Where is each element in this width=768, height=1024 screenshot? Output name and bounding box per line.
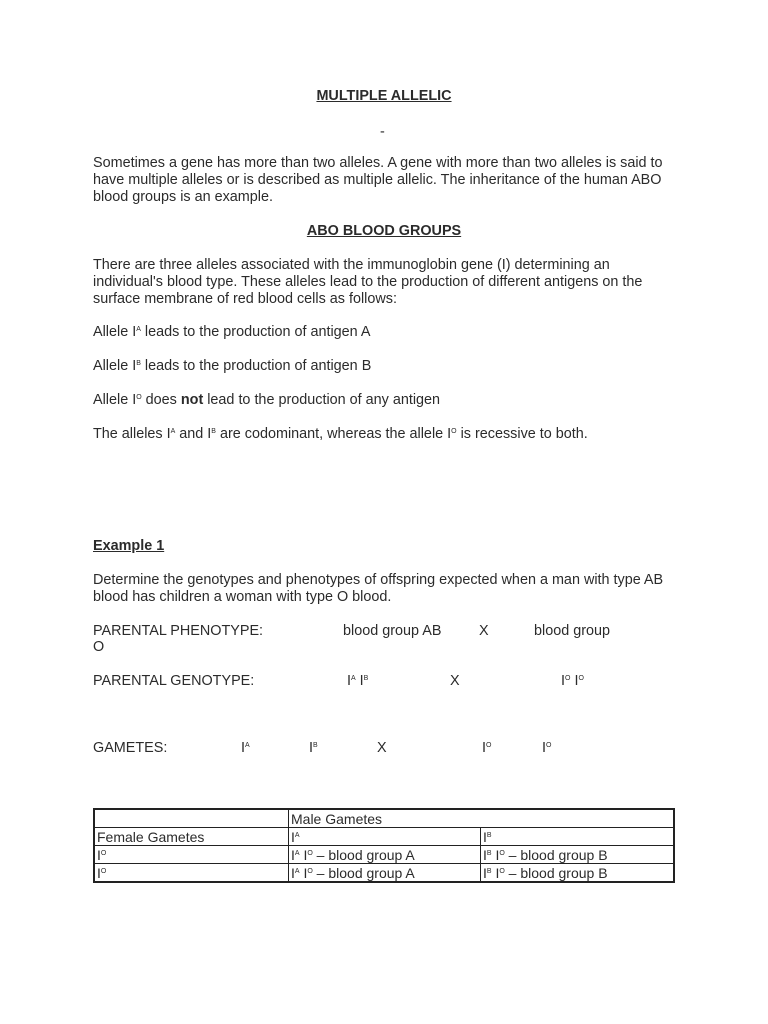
table-row — [94, 828, 674, 846]
table-cell-empty — [94, 809, 289, 828]
female-gamete-o: $I^O$ — [94, 864, 289, 883]
gamete-o-2: $I^O$ — [542, 740, 552, 756]
phenotype-right: blood group — [534, 623, 611, 639]
male-gamete-b: $I^B$ — [481, 828, 675, 846]
genotype-label: PARENTAL GENOTYPE: — [93, 673, 255, 689]
female-gamete-o: $I^O$ — [94, 846, 289, 864]
gametes-cross: X — [377, 740, 387, 756]
abo-paragraph: There are three alleles associated with the immunoglobin gene (I) determining an individual's blood type. These alleles lead to the production of different antigens on the surface membrane of red blood cells as follows: — [93, 257, 643, 307]
gamete-b: $I^B$ — [309, 740, 318, 756]
table-row — [94, 846, 674, 864]
table-row — [94, 809, 674, 828]
genotype-left: $I^A$ $I^B$ — [347, 673, 369, 689]
abo-heading: ABO BLOOD GROUPS — [306, 223, 462, 239]
phenotype-left: blood group AB — [343, 623, 442, 639]
phenotype-right-wrap: O — [93, 639, 105, 655]
offspring-cell: $I^B$ $I^O$ – blood group B — [481, 864, 675, 883]
intro-paragraph: Sometimes a gene has more than two alleles. A gene with more than two alleles is said to have multiple alleles or is described as multiple allelic. The inheritance of the human ABO blood groups is an example. — [93, 155, 663, 205]
gamete-o-1: $I^O$ — [482, 740, 492, 756]
allele-o-line: Allele $I^O$ does not lead to the production of any antigen — [93, 392, 441, 408]
gamete-a: $I^A$ — [241, 740, 250, 756]
male-gametes-header: Male Gametes — [289, 809, 675, 828]
offspring-cell: $I^A$ $I^O$ – blood group A — [289, 846, 481, 864]
gametes-label: GAMETES: — [93, 740, 168, 756]
male-gamete-a: $I^A$ — [289, 828, 481, 846]
phenotype-label: PARENTAL PHENOTYPE: — [93, 623, 264, 639]
codominance-line: The alleles $I^A$ and $I^B$ are codominant, whereas the allele $I^O$ is recessive to both. — [93, 426, 588, 442]
dash: - — [380, 124, 385, 140]
offspring-cell: $I^A$ $I^O$ – blood group A — [289, 864, 481, 883]
phenotype-cross: X — [479, 623, 489, 639]
example-question: Determine the genotypes and phenotypes of offspring expected when a man with type AB blood has children a woman with type O blood. — [93, 572, 664, 605]
genotype-right: $I^O$ $I^O$ — [561, 673, 584, 689]
allele-b-line: Allele $I^B$ leads to the production of antigen B — [93, 358, 372, 374]
allele-a-line: Allele $I^A$ leads to the production of antigen A — [93, 324, 371, 340]
page-title: MULTIPLE ALLELIC — [316, 88, 452, 104]
genotype-cross: X — [450, 673, 460, 689]
punnett-table — [93, 808, 675, 883]
example-heading: Example 1 — [93, 538, 165, 554]
female-gametes-label: Female Gametes — [94, 828, 289, 846]
offspring-cell: $I^B$ $I^O$ – blood group B — [481, 846, 675, 864]
table-row — [94, 864, 674, 883]
